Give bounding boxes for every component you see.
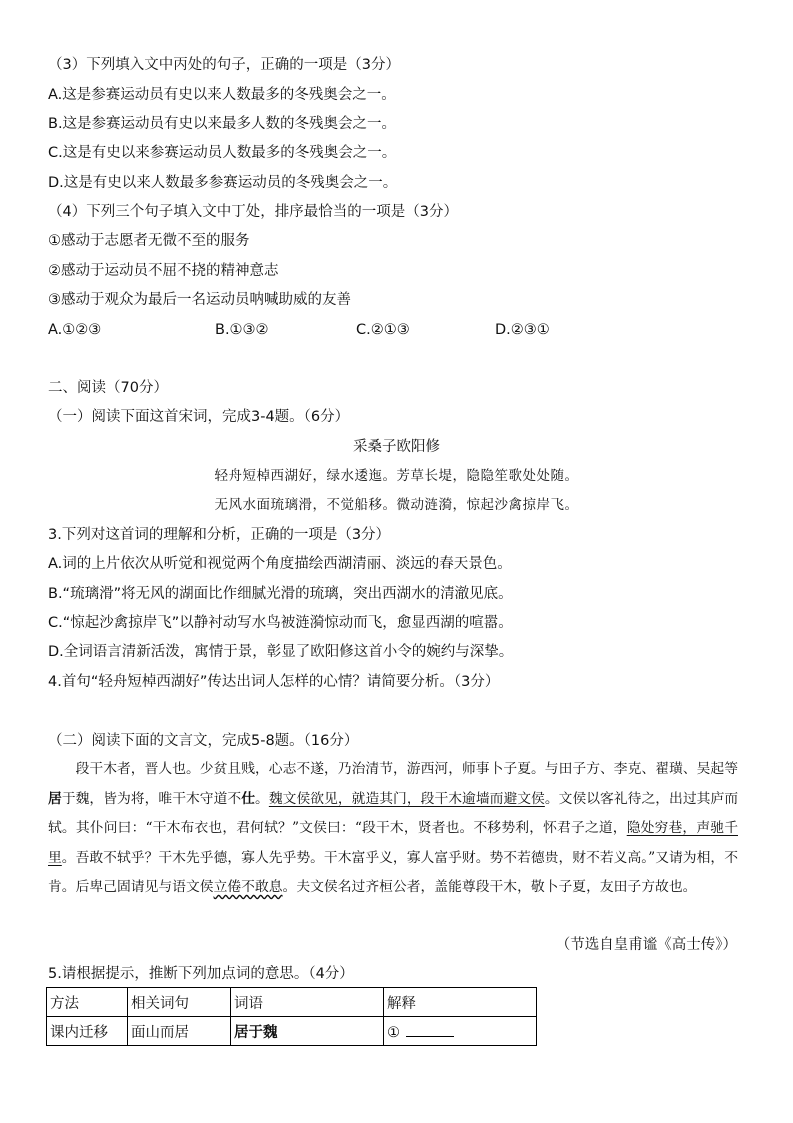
p-q3-option-b: B.“琉璃滑”将无风的湖面比作细腻光滑的琉璃，突出西湖水的清澈见底。 bbox=[48, 586, 513, 602]
section-title: 二、阅读（70分） bbox=[48, 380, 168, 396]
p-q4-stem: 4.首句“轻舟短棹西湖好”传达出词人怎样的心情？请简要分析。（3分） bbox=[48, 674, 500, 690]
part2-intro: （二）阅读下面的文言文，完成5-8题。（16分） bbox=[48, 733, 359, 749]
table-header-cell: 方法 bbox=[47, 988, 128, 1017]
p-q3-stem: 3.下列对这首词的理解和分析，正确的一项是（3分） bbox=[48, 527, 391, 543]
dotted-word-ju: 居 bbox=[48, 790, 62, 807]
part1-intro: （一）阅读下面这首宋词，完成3-4题。（6分） bbox=[48, 409, 350, 425]
table-cell bbox=[231, 1017, 384, 1046]
table-row bbox=[47, 1017, 537, 1046]
q5-stem: 5.请根据提示，推断下列加点词的意思。（4分） bbox=[48, 966, 354, 982]
passage-text-1: 段干木者，晋人也。少贫且贱，心志不遂，乃治清节，游西河，师事卜子夏。与田子方、李克、翟璜、吴起等 bbox=[75, 761, 738, 777]
dotted-word-shi: 仕 bbox=[241, 790, 256, 807]
table-header-cell: 解释 bbox=[384, 988, 537, 1017]
passage-text-4: 。文侯以客礼待之，出过其庐而轼。其仆问曰：“干木布衣也，君何轼？”文侯曰：“段干木，贤者也。不移势利，怀君子之道， bbox=[48, 790, 739, 836]
poem-line-1: 轻舟短棹西湖好，绿水逶迤。芳草长堤，隐隐笙歌处处随。 bbox=[214, 468, 579, 484]
passage-text-5: 。吾敢不轼乎？干木先乎德，寡人先乎势。干木富乎义，寡人富乎财。势不若德贵，财不若义高。”又请为相，不肯。后卑己固请见与语文侯 bbox=[48, 849, 738, 895]
q3-option-d: D.这是有史以来人数最多参赛运动员的冬残奥会之一。 bbox=[48, 175, 398, 191]
table-header-cell: 词语 bbox=[231, 988, 384, 1017]
q5-table bbox=[46, 987, 537, 1046]
poem-line-2: 无风水面琉璃滑，不觉船移。微动涟漪，惊起沙禽掠岸飞。 bbox=[214, 497, 579, 513]
answer-blank[interactable] bbox=[406, 1022, 454, 1037]
q4-option-c: C.②①③ bbox=[356, 322, 410, 338]
q3-option-c: C.这是有史以来参赛运动员人数最多的冬残奥会之一。 bbox=[48, 145, 397, 161]
q3-stem: （3）下列填入文中丙处的句子，正确的一项是（3分） bbox=[48, 57, 400, 73]
p-q3-option-c: C.“惊起沙禽掠岸飞”以静衬动写水鸟被涟漪惊动而飞，愈显西湖的喧嚣。 bbox=[48, 615, 513, 631]
table-cell bbox=[384, 1017, 537, 1046]
underlined-sentence-2: 隐处穷巷，声驰千里 bbox=[48, 820, 738, 866]
passage-text-3: 。 bbox=[255, 790, 269, 807]
q4-option-d: D.②③① bbox=[495, 322, 550, 338]
underlined-sentence-1: 魏文侯欲见，就造其门，段干木逾墙而避文侯 bbox=[268, 790, 545, 807]
passage-source: （节选自皇甫谧《高士传》） bbox=[555, 937, 737, 953]
poem-title: 采桑子欧阳修 bbox=[353, 439, 440, 455]
table-header-cell: 相关词句 bbox=[128, 988, 231, 1017]
q4-stem: （4）下列三个句子填入文中丁处，排序最恰当的一项是（3分） bbox=[48, 204, 458, 220]
classical-passage bbox=[48, 755, 738, 903]
wavy-underlined-phrase: 立倦不敢息 bbox=[213, 879, 283, 895]
table-cell: 课内迁移 bbox=[47, 1017, 128, 1046]
table-header-row bbox=[47, 988, 537, 1017]
q4-sentence-2: ②感动于运动员不屈不挠的精神意志 bbox=[48, 263, 279, 279]
q3-option-b: B.这是参赛运动员有史以来最多人数的冬残奥会之一。 bbox=[48, 116, 397, 132]
table-cell: 面山而居 bbox=[128, 1017, 231, 1046]
passage-text-6: 。夫文侯名过齐桓公者，盖能尊段干木，敬卜子夏，友田子方故也。 bbox=[282, 879, 697, 895]
q3-option-a: A.这是参赛运动员有史以来人数最多的冬残奥会之一。 bbox=[48, 87, 396, 103]
p-q3-option-a: A.词的上片依次从听觉和视觉两个角度描绘西湖清丽、淡远的春天景色。 bbox=[48, 556, 512, 572]
table-cell-dotted: 居于魏 bbox=[234, 1024, 278, 1041]
passage-text-2: 于魏，皆为将，唯干木守道不 bbox=[61, 790, 242, 807]
q4-option-a: A.①②③ bbox=[48, 322, 102, 338]
q4-sentence-3: ③感动于观众为最后一名运动员呐喊助威的友善 bbox=[48, 292, 351, 308]
q4-sentence-1: ①感动于志愿者无微不至的服务 bbox=[48, 233, 250, 249]
answer-number: ① bbox=[387, 1024, 400, 1041]
p-q3-option-d: D.全词语言清新活泼，寓情于景，彰显了欧阳修这首小令的婉约与深挚。 bbox=[48, 644, 514, 660]
q4-option-b: B.①③② bbox=[215, 322, 269, 338]
